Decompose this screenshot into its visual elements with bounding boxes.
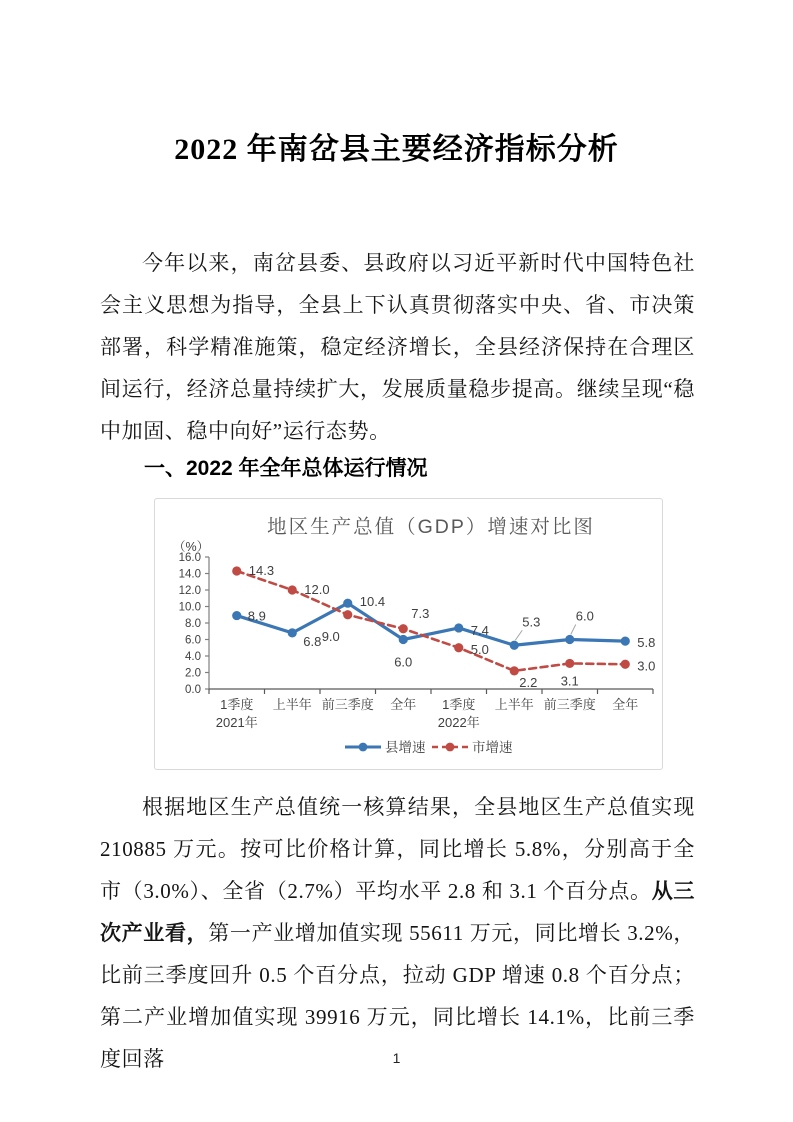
chart-legend <box>345 739 513 755</box>
svg-text:3.1: 3.1 <box>560 673 579 689</box>
svg-text:16.0: 16.0 <box>178 552 201 564</box>
svg-text:8.9: 8.9 <box>247 608 266 624</box>
document-title: 2022 年南岔县主要经济指标分析 <box>174 133 619 166</box>
svg-text:前三季度: 前三季度 <box>321 697 374 712</box>
analysis-bold-run: 从三次产业看， <box>100 879 696 945</box>
analysis-paragraph <box>100 786 695 1080</box>
svg-text:6.8: 6.8 <box>303 633 322 649</box>
svg-text:2.2: 2.2 <box>519 674 538 690</box>
svg-text:4.0: 4.0 <box>185 651 201 663</box>
svg-text:上半年: 上半年 <box>272 697 312 712</box>
svg-text:2021年: 2021年 <box>215 715 258 730</box>
chart-unit-label: （%） <box>173 540 210 554</box>
svg-text:全年: 全年 <box>390 697 417 712</box>
svg-text:0.0: 0.0 <box>185 684 201 696</box>
gdp-growth-chart <box>154 498 663 770</box>
analysis-text-1: 根据地区生产总值统一核算结果，全县地区生产总值实现 210885 万元。按可比价格计算，同比增长 5.8%，分别高于全市（3.0%）、全省（2.7%）平均水平 2.8 和 3.1 个百分点。 <box>100 795 695 903</box>
svg-text:7.3: 7.3 <box>411 605 430 621</box>
svg-text:12.0: 12.0 <box>178 585 201 597</box>
section-heading: 一、2022 年全年总体运行情况 <box>144 457 428 480</box>
svg-text:6.0: 6.0 <box>394 654 413 670</box>
series-市增速 <box>232 563 655 690</box>
svg-text:10.4: 10.4 <box>359 594 386 610</box>
svg-text:2022年: 2022年 <box>437 715 480 730</box>
svg-text:前三季度: 前三季度 <box>543 697 596 712</box>
chart-category-labels <box>216 697 638 730</box>
chart-title: 地区生产总值（GDP）增速对比图 <box>267 516 595 538</box>
series-县增速 <box>232 594 655 669</box>
svg-text:14.0: 14.0 <box>178 568 201 581</box>
svg-text:3.0: 3.0 <box>637 658 656 674</box>
svg-text:5.8: 5.8 <box>637 635 656 651</box>
svg-text:12.0: 12.0 <box>304 582 330 597</box>
svg-text:全年: 全年 <box>612 697 639 712</box>
svg-text:9.0: 9.0 <box>321 628 340 644</box>
gdp-growth-chart-canvas <box>155 499 662 769</box>
svg-text:14.3: 14.3 <box>248 563 275 579</box>
svg-text:10.0: 10.0 <box>178 601 201 614</box>
analysis-text-2: 第一产业增加值实现 55611 万元，同比增长 3.2%，比前三季度回升 0.5 个百分点，拉动 GDP 增速 0.8 个百分点；第二产业增加值实现 39916 万元，同比增长 14.1%，比前三季度回落 <box>100 921 695 1071</box>
page-number: 1 <box>392 1050 401 1066</box>
intro-paragraph: 今年以来，南岔县委、县政府以习近平新时代中国特色社会主义思想为指导，全县上下认真贯彻落实中央、省、市决策部署，科学精准施策，稳定经济增长，全县经济保持在合理区间运行，经济总量持续扩大，发展质量稳步提高。继续呈现“稳中加固、稳中向好”运行态势。 <box>100 251 695 443</box>
svg-text:5.0: 5.0 <box>470 641 489 657</box>
svg-text:1季度: 1季度 <box>220 697 254 712</box>
svg-text:1季度: 1季度 <box>442 697 476 712</box>
svg-text:2.0: 2.0 <box>185 667 201 680</box>
svg-text:8.0: 8.0 <box>185 618 201 630</box>
svg-text:6.0: 6.0 <box>185 634 201 647</box>
svg-text:市增速: 市增速 <box>472 740 513 755</box>
svg-text:上半年: 上半年 <box>494 697 534 712</box>
svg-text:7.4: 7.4 <box>470 622 489 638</box>
svg-text:县增速: 县增速 <box>385 740 426 755</box>
document-body <box>0 242 793 1080</box>
svg-text:5.3: 5.3 <box>522 614 541 630</box>
svg-text:6.0: 6.0 <box>575 608 594 624</box>
